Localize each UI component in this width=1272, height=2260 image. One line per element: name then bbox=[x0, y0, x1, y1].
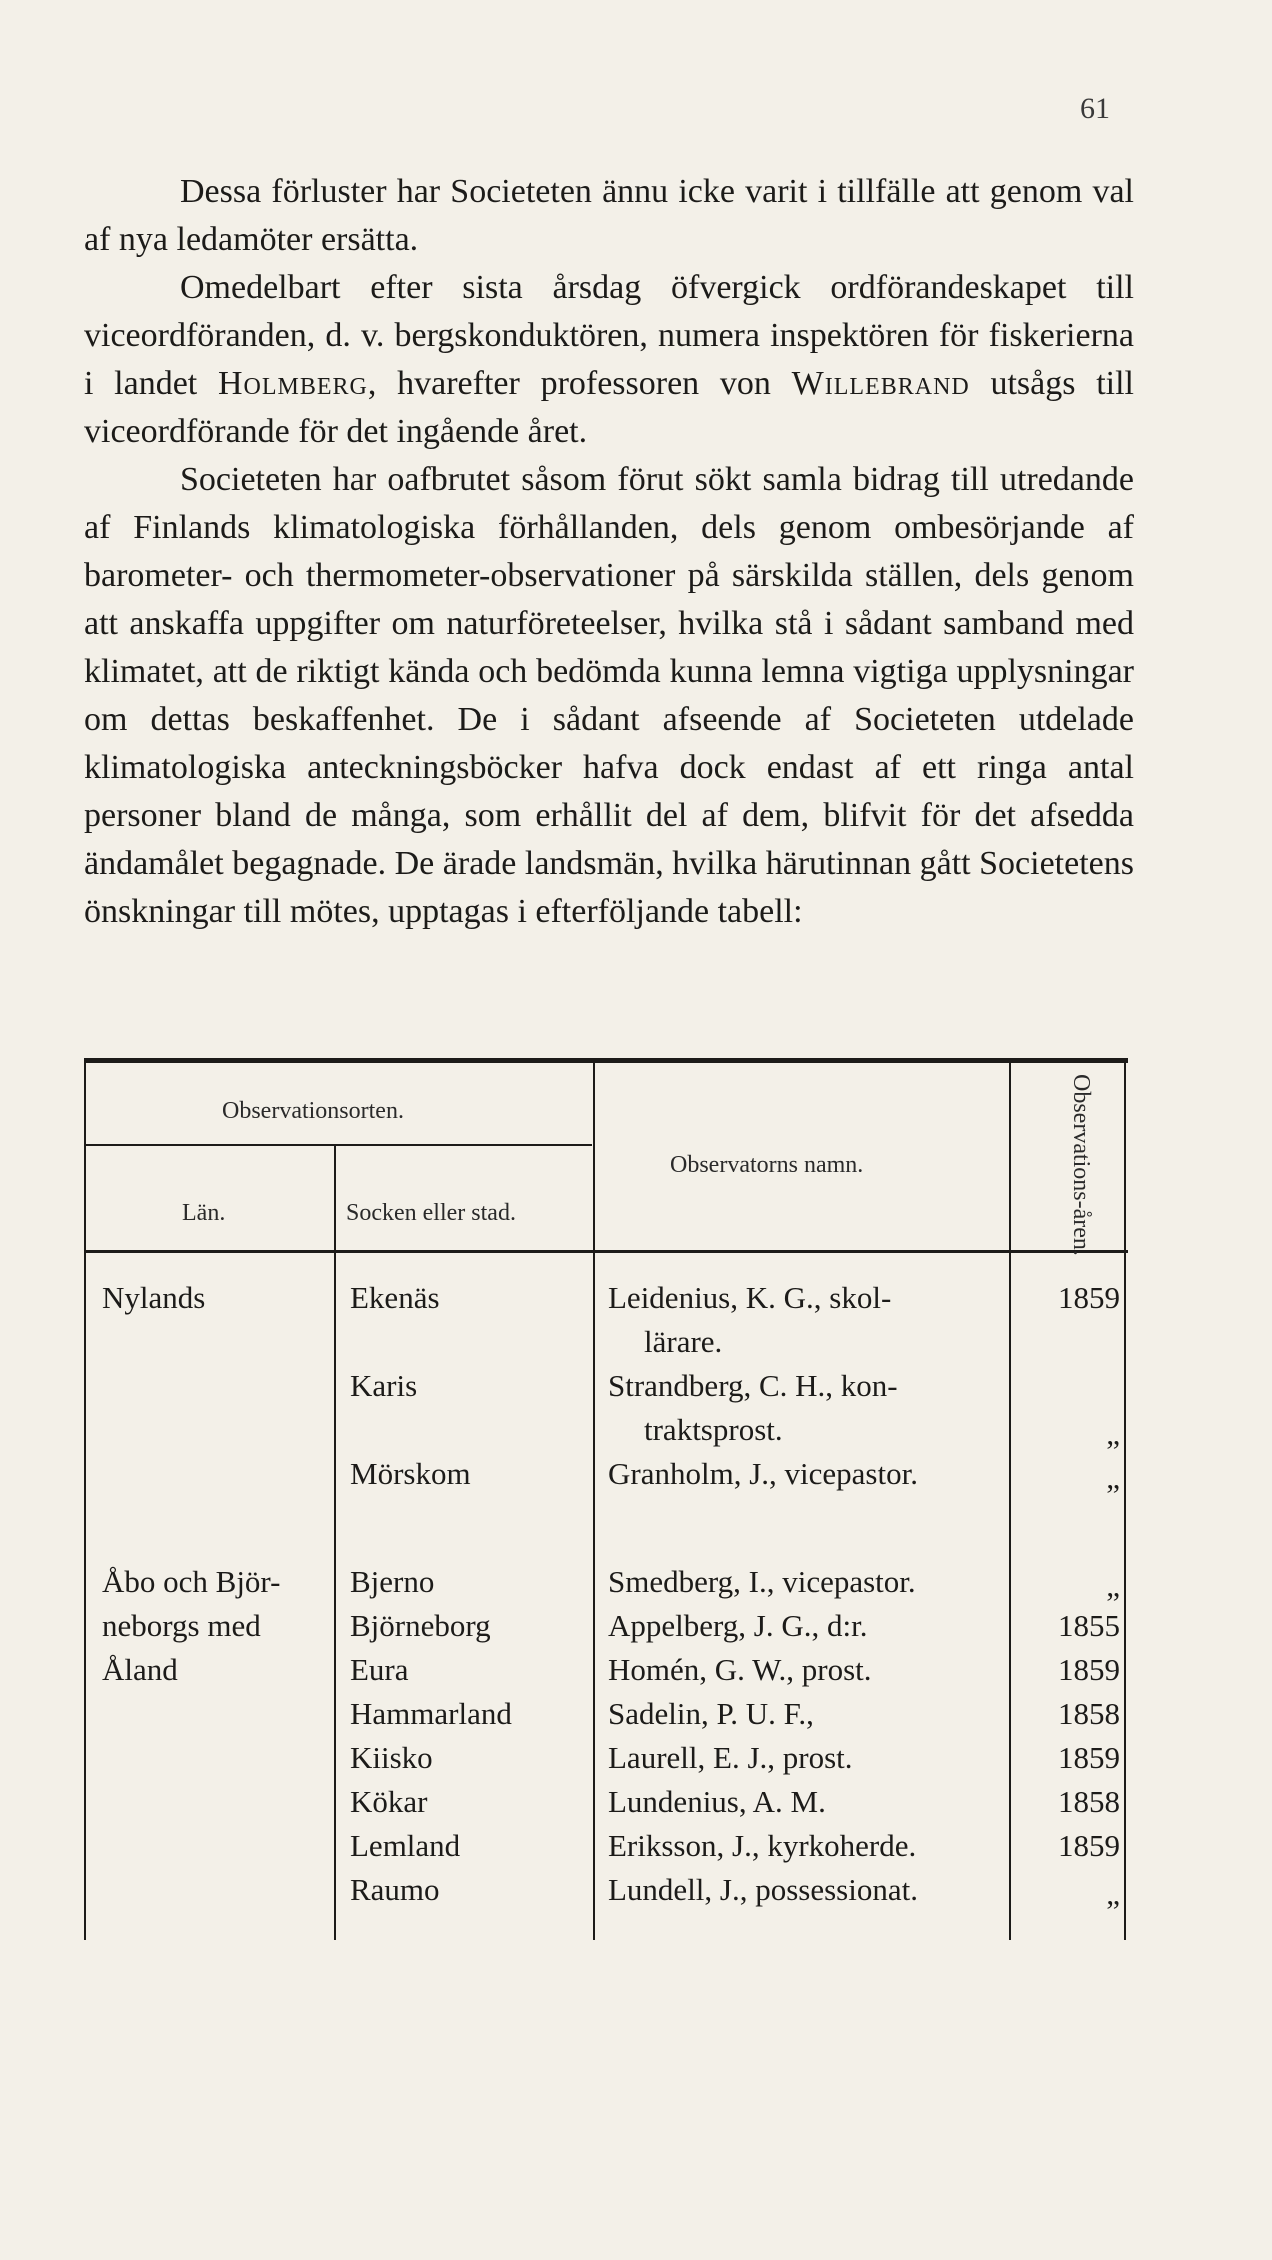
row-7-observer: Sadelin, P. U. F., bbox=[608, 1696, 814, 1731]
table-left-rule bbox=[84, 1058, 86, 1253]
row-6-observer: Homén, G. W., prost. bbox=[608, 1652, 872, 1687]
body-text bbox=[84, 168, 1134, 936]
header-lan: Län. bbox=[182, 1200, 226, 1226]
row-2-observer: Strandberg, C. H., kon- bbox=[608, 1368, 898, 1403]
page-number: 61 bbox=[1080, 92, 1110, 125]
row-11-year: „ bbox=[1106, 1876, 1120, 1911]
row-2-observer-cont: traktsprost. bbox=[644, 1412, 783, 1447]
row-2-socken: Karis bbox=[350, 1368, 418, 1403]
row-5-observer: Appelberg, J. G., d:r. bbox=[608, 1608, 868, 1643]
row-7-socken: Hammarland bbox=[350, 1696, 512, 1731]
row-5-lan: neborgs med bbox=[102, 1608, 261, 1643]
row-9-year: 1858 bbox=[1058, 1784, 1120, 1819]
row-8-socken: Kiisko bbox=[350, 1740, 433, 1775]
row-10-year: 1859 bbox=[1058, 1828, 1120, 1863]
header-socken: Socken eller stad. bbox=[346, 1200, 516, 1226]
paragraph-2 bbox=[84, 264, 1134, 456]
row-5-socken: Björneborg bbox=[350, 1608, 491, 1643]
row-7-year: 1858 bbox=[1058, 1696, 1120, 1731]
row-6-year: 1859 bbox=[1058, 1652, 1120, 1687]
row-6-socken: Eura bbox=[350, 1652, 409, 1687]
row-4-observer: Smedberg, I., vicepastor. bbox=[608, 1564, 916, 1599]
table-right-rule bbox=[1124, 1058, 1126, 1940]
row-5-year: 1855 bbox=[1058, 1608, 1120, 1643]
header-observer: Observatorns namn. bbox=[670, 1152, 864, 1178]
row-3-socken: Mörskom bbox=[350, 1456, 471, 1491]
row-8-observer: Laurell, E. J., prost. bbox=[608, 1740, 853, 1775]
paragraph-2-mid: , hvarefter professoren von bbox=[367, 365, 792, 402]
socken-observer-rule bbox=[593, 1058, 595, 1940]
row-9-observer: Lundenius, A. M. bbox=[608, 1784, 826, 1819]
paragraph-2-pre: Omedelbart efter sista årsdag öfvergick ordförandeskapet till viceordföranden, d. v. bergskonduktören, numera inspektören för fiskerierna i landet bbox=[84, 269, 1134, 402]
paragraph-3: Societeten har oafbrutet såsom förut sökt samla bidrag till utredande af Finlands klimatologiska förhållanden, dels genom ombesörjande af barometer- och thermometer-observationer på särskilda ställen, dels genom att anskaffa uppgifter om naturföreteelser, hvilka stå i sådant samband med klimatet, att de riktigt kända och bedömda kunna lemna vigtiga upplysningar om dettas beskaffenhet. De i sådant afseende af Societeten utdelade klimatologiska anteckningsböcker hafva dock endast af ett ringa antal personer bland de många, som erhållit del af dem, blifvit för det afsedda ändamålet begagnade. De ärade landsmän, hvilka härutinnan gått Societetens önskningar till mötes, upptagas i efterföljande tabell: bbox=[84, 461, 1134, 930]
row-11-socken: Raumo bbox=[350, 1872, 440, 1907]
row-4-socken: Bjerno bbox=[350, 1564, 435, 1599]
row-10-socken: Lemland bbox=[350, 1828, 461, 1863]
row-1-socken: Ekenäs bbox=[350, 1280, 440, 1315]
paragraph-2-post: utsågs till viceordförande för det ingående året. bbox=[84, 365, 1134, 450]
row-1-observer-cont: lärare. bbox=[644, 1324, 723, 1359]
lan-socken-rule bbox=[334, 1146, 336, 1253]
header-observationsorten: Observationsorten. bbox=[222, 1098, 404, 1124]
row-1-year: 1859 bbox=[1058, 1280, 1120, 1315]
row-6-lan: Åland bbox=[102, 1652, 178, 1687]
row-10-observer: Eriksson, J., kyrkoherde. bbox=[608, 1828, 917, 1863]
lan-column-rule bbox=[334, 1253, 336, 1940]
table-left-body-rule bbox=[84, 1253, 86, 1940]
table-top-rule bbox=[84, 1058, 1128, 1063]
paragraph-1: Dessa förluster har Societeten ännu icke varit i tillfälle att genom val af nya ledamöter ersätta. bbox=[84, 173, 1134, 258]
row-3-year: „ bbox=[1106, 1460, 1120, 1495]
name-holmberg: Holmberg bbox=[218, 365, 368, 402]
row-9-socken: Kökar bbox=[350, 1784, 428, 1819]
row-1-observer: Leidenius, K. G., skol- bbox=[608, 1280, 892, 1315]
group-header-rule bbox=[84, 1144, 592, 1146]
row-2-year: „ bbox=[1106, 1416, 1120, 1451]
name-willebrand: Willebrand bbox=[791, 365, 970, 402]
row-4-lan: Åbo och Björ- bbox=[102, 1564, 281, 1599]
row-8-year: 1859 bbox=[1058, 1740, 1120, 1775]
row-1-lan: Nylands bbox=[102, 1280, 206, 1315]
row-3-observer: Granholm, J., vicepastor. bbox=[608, 1456, 918, 1491]
header-bottom-rule bbox=[84, 1250, 1128, 1253]
row-11-observer: Lundell, J., possessionat. bbox=[608, 1872, 918, 1907]
row-4-year: „ bbox=[1106, 1568, 1120, 1603]
header-years: Observations-åren. bbox=[1068, 1074, 1094, 1256]
